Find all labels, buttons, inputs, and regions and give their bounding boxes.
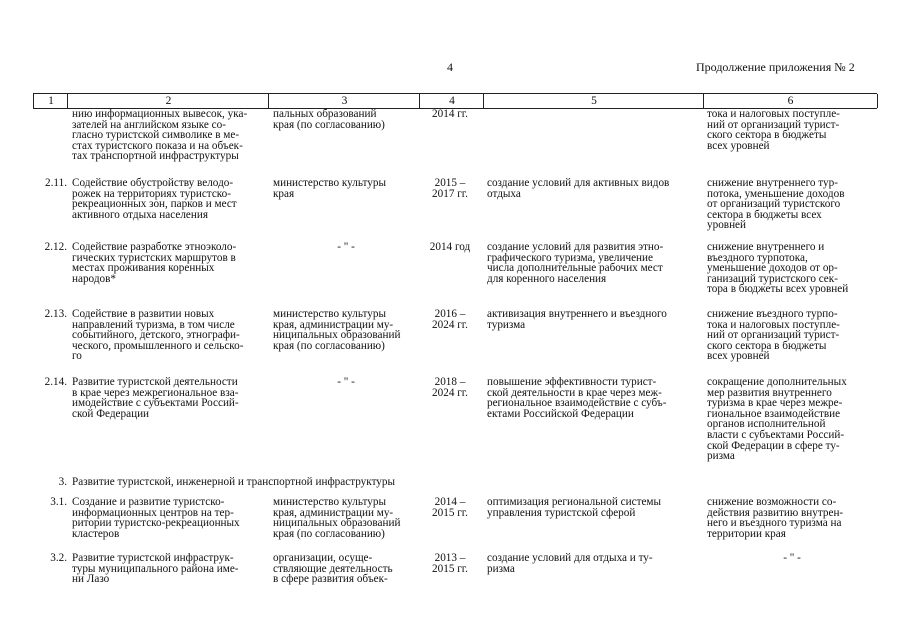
result-cell: повышение эффективности турист- ской деятельности в крае через меж- региональное взаимодействие с субъ- ектами Российской Федерации xyxy=(487,376,667,420)
executor-cell: организации, осуще- ствляющие деятельность в сфере развития объек- xyxy=(273,552,393,586)
term-cell xyxy=(422,178,478,199)
term-text: 2013 – 2015 гг. xyxy=(432,552,468,575)
row-number: 3.2. xyxy=(50,552,67,564)
term-text: 2014 – 2015 гг. xyxy=(432,496,468,519)
result-cell: создание условий для активных видов отдыха xyxy=(487,177,670,200)
header-col-4: 4 xyxy=(419,94,484,108)
executor-cell: министерство культуры края xyxy=(273,177,386,200)
continuation-label: Продолжение приложения № 2 xyxy=(696,60,855,74)
measure-cell: Содействие разработке этноэколо- гических туристских маршрутов в местах проживания коренных народов* xyxy=(72,241,237,285)
term-text: 2015 – 2017 гг. xyxy=(432,177,468,200)
measure-cell: Содействие обустройству велодо- рожек на территориях туристско- рекреационных зон, парков и мест активного отдыха населения xyxy=(72,177,237,221)
term-text: 2014 гг. xyxy=(432,108,468,120)
header-col-5: 5 xyxy=(483,94,704,108)
term-cell xyxy=(422,377,478,398)
effect-cell: тока и налоговых поступле- ний от организаций турист- ского сектора в бюджеты всех уровней xyxy=(707,108,840,152)
term-cell xyxy=(422,309,478,330)
effect-cell: сокращение дополнительных мер развития внутреннего туризма в крае через межре- гиональное взаимодействие органов исполнительной власти с субъектами Россий- ской Федерации в сфере ту- ризма xyxy=(707,376,847,463)
measure-cell: Содействие в развитии новых направлений туризма, в том числе событийного, детского, этнографи- ческого, промышленного и сельско- го xyxy=(72,308,244,363)
section-title: Развитие туристской, инженерной и транспортной инфраструктуры xyxy=(72,476,396,488)
executor-cell: - " - xyxy=(337,241,355,253)
section-number: 3. xyxy=(58,476,67,488)
term-cell xyxy=(422,497,478,518)
header-col-6: 6 xyxy=(703,94,878,108)
term-text: 2018 – 2024 гг. xyxy=(432,376,468,399)
measure-cell: нию информационных вывесок, ука- зателей на английском языке со- гласно туристской символике в ме- стах туристского показа и на объек- тах транспортной инфраструктуры xyxy=(72,108,248,163)
header-col-3: 3 xyxy=(268,94,420,108)
row-number: 2.13. xyxy=(44,308,67,320)
term-cell xyxy=(422,242,478,253)
result-cell: создание условий для отдыха и ту- ризма xyxy=(487,552,653,575)
executor-cell: - " - xyxy=(337,376,355,388)
effect-cell: снижение внутреннего и въездного турпотока, уменьшение доходов от ор- ганизаций туристского сек- тора в бюджеты всех уровней xyxy=(707,241,849,296)
row-number: 2.14. xyxy=(44,376,67,388)
executor-cell: министерство культуры края, администрации му- ниципальных образований края (по согласованию) xyxy=(273,308,401,352)
row-number: 2.12. xyxy=(44,241,67,253)
header-col-1: 1 xyxy=(33,94,68,108)
row-number: 3.1. xyxy=(50,496,67,508)
result-cell: активизация внутреннего и въездного туризма xyxy=(487,308,667,331)
term-cell xyxy=(422,109,478,120)
executor-cell: министерство культуры края, администрации му- ниципальных образований края (по согласованию) xyxy=(273,496,401,540)
measure-cell: Развитие туристской деятельности в крае через межрегиональное вза- имодействие с субъектами Россий- ской Федерации xyxy=(72,376,239,420)
term-text: 2014 год xyxy=(429,241,471,253)
effect-cell: снижение въездного турпо- тока и налоговых поступле- ний от организаций турист- ского сектора в бюджеты всех уровней xyxy=(707,308,840,363)
row-number: 2.11. xyxy=(45,177,67,189)
page-number: 4 xyxy=(447,60,453,74)
result-cell: создание условий для развития этно- графического туризма, увеличение числа дополнительные рабочих мест для коренного населения xyxy=(487,241,664,285)
table-header xyxy=(33,93,877,109)
effect-cell: снижение внутреннего тур- потока, уменьшение доходов от организаций туристского сектора в бюджеты всех уровней xyxy=(707,177,845,232)
measure-cell: Создание и развитие туристско- информационных центров на тер- ритории туристско-рекреационных кластеров xyxy=(72,496,240,540)
header-col-2: 2 xyxy=(67,94,269,108)
term-cell xyxy=(422,553,478,574)
effect-cell: - " - xyxy=(783,552,801,564)
term-text: 2016 – 2024 гг. xyxy=(432,308,468,331)
executor-cell: пальных образований края (по согласованию) xyxy=(273,108,385,131)
measure-cell: Развитие туристской инфраструк- туры муниципального района име- ни Лазо xyxy=(72,552,239,586)
result-cell: оптимизация региональной системы управления туристской сферой xyxy=(487,496,662,519)
effect-cell: снижение возможности со- действия развитию внутрен- него и въездного туризма на территории края xyxy=(707,496,844,540)
